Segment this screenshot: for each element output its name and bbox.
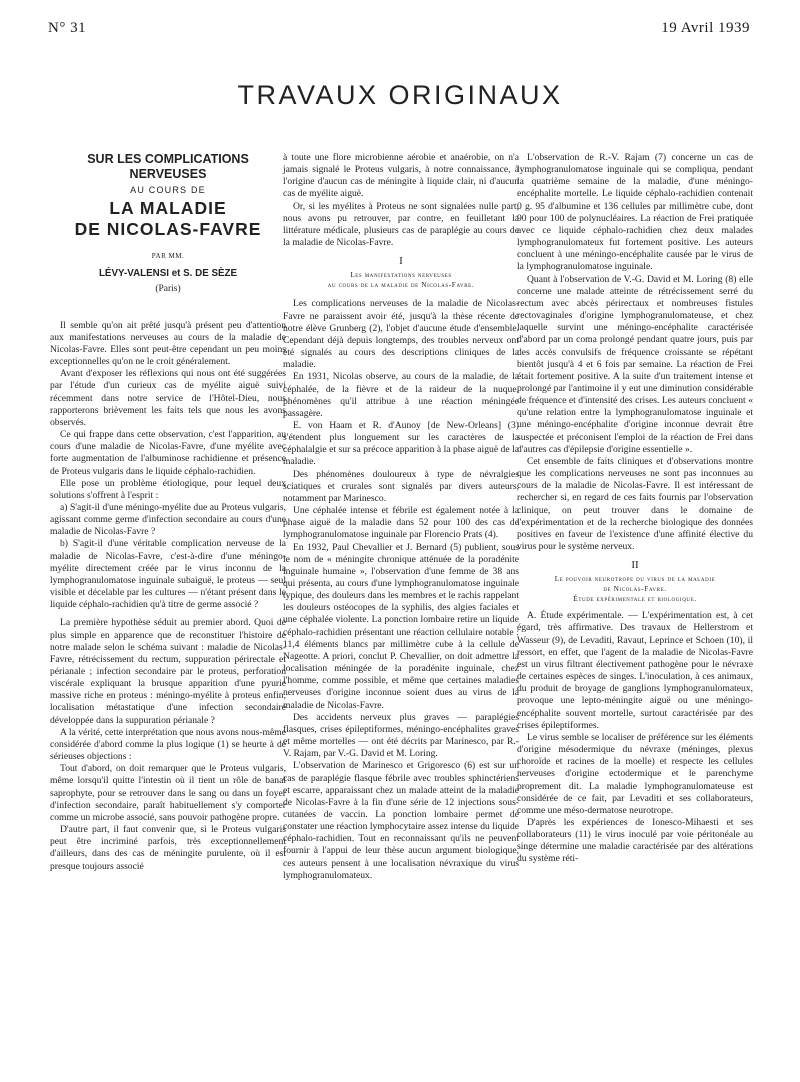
paragraph: a) S'agit-il d'une méningo-myélite due au Proteus vulgaris, agissant comme germe d'infection secondaire au cours d'une maladie de Nicolas-Favre ?	[50, 501, 286, 538]
article-authors: LÉVY-VALENSI et S. DE SÈZE	[98, 268, 238, 280]
paragraph: En 1931, Nicolas observe, au cours de la maladie, de la céphalée, de la fièvre et de la raideur de la nuque, phénomènes qu'il attribue à une réaction méningée passagère.	[283, 371, 519, 419]
column-2	[283, 152, 519, 882]
author-city: (Paris)	[155, 284, 181, 295]
paragraph: à toute une flore microbienne aérobie et anaérobie, on n'a jamais signalé le Proteus vulgaris, à notre connaissance, à l'origine d'aucun cas de méningite à liquide clair, ni d'aucun cas de myélite aiguë.	[283, 152, 519, 200]
paragraph: A. Étude expérimentale. — L'expérimentation est, à cet égard, très affirmative. Des travaux de Hellerstrom et Wasseur (9), de Levaditi, Ravaut, Leprince et Schoen (10), il ressort, en effet, que l'agent de la maladie de Nicolas-Favre est un virus filtrant électivement pathogène pour le névraxe de certaines espèces de singes. L'inoculation, à ces animaux, du produit de broyage de ganglions lymphogranulomateux, provoque une lepto-méningite aiguë ou une méningo-encéphalite souvent mortelle, surtout caractérisée par des crises épileptiformes.	[517, 610, 753, 731]
column-1	[50, 152, 286, 873]
paragraph: Des phénomènes douloureux à type de névralgies sciatiques et crurales sont signalés par divers auteurs, notamment par Marinesco.	[283, 468, 519, 504]
paragraph: Avant d'exposer les réflexions qui nous ont été suggérées par l'étude d'un curieux cas de myélite aiguë suivi récemment dans notre service de l'Hôtel-Dieu, nous rapporterons brièvement les faits tels que nous les avons observés.	[50, 368, 286, 428]
paragraph: Tout d'abord, on doit remarquer que le Proteus vulgaris, même lorsqu'il quitte l'intestin où il tient un rôle de banal saprophyte, pour se retrouver dans le sang ou dans un foyer d'infection secondaire, paraît habituellement s'y comporter comme un microbe associé, sans pouvoir pathogène propre.	[50, 763, 286, 823]
column-3	[517, 152, 753, 866]
issue-date: 19 Avril 1939	[661, 20, 750, 36]
section-heading-line: Les manifestations nerveuses	[350, 270, 452, 280]
issue-number: N° 31	[48, 20, 87, 36]
title-line: LA MALADIE	[109, 198, 227, 219]
article-title	[50, 152, 286, 240]
paragraph: En 1932, Paul Chevallier et J. Bernard (5) publient, sous le nom de « méningite chronique atténuée de la poradénite inguinale humaine », l'observation d'une femme de 38 ans qui présenta, au cours d'une lymphogranulomatose inguinale typique, des douleurs dans les membres et le rachis rappelant les douleurs ostéocopes de la syphilis, des algies faciales et une céphalée violente. La ponction lombaire retire un liquide céphalo-rachidien présentant une réaction cellulaire notable : 11,4 éléments blancs par millimètre cube à la cellule de Nageotte. A priori, conclut P. Chevallier, on doit admettre la localisation méningée de la poradénite inguinale, chez l'homme, comme possible, et même que certaines maladies nerveuses d'origine inconnue soient dues au virus de la maladie de Nicolas-Favre.	[283, 541, 519, 711]
section-number: I	[399, 255, 403, 268]
paragraph: E. von Haam et R. d'Aunoy [de New-Orleans] (3) s'étendent plus longuement sur les caractères de la céphalalgie et sur sa précoce apparition à la phase aiguë de la maladie.	[283, 419, 519, 468]
paragraph: Ce qui frappe dans cette observation, c'est l'apparition, au cours d'une maladie de Nicolas-Favre, d'une myélite avec forte augmentation de l'albuminose rachidienne et présence de Proteus vulgaris dans le liquide céphalo-rachidien.	[50, 429, 286, 477]
section-heading	[283, 270, 519, 290]
paragraph: Les complications nerveuses de la maladie de Nicolas-Favre ne paraissent avoir été, jusqu'à la thèse récente de notre élève Grunberg (2), l'objet d'aucune étude d'ensemble. Cependant déjà depuis longtemps, des troubles nerveux ont été signalés au cours des descriptions cliniques de la maladie.	[283, 298, 519, 371]
paragraph: D'après les expériences de Ionesco-Mihaesti et ses collaborateurs (11) le virus inoculé par voie péritonéale au singe détermine une maladie caractérisée par des altérations du système réti-	[517, 816, 753, 865]
title-line: NERVEUSES	[129, 167, 207, 181]
paragraph: Il semble qu'on ait prêté jusqu'à présent peu d'attention aux manifestations nerveuses au cours de la maladie de Nicolas-Favre. Elles sont peut-être cependant un peu moins exceptionnelles qu'on ne le croit généralement.	[50, 319, 286, 368]
paragraph: b) S'agit-il d'une véritable complication nerveuse de la maladie de Nicolas-Favre, c'est-à-dire d'une méningo-myélite directement créée par le virus inconnu de la lymphogranulomatose inguinale subaiguë, le proteus — seul visible et décelable par les cultures — n'étant présent dans le liquide céphalo-rachidien qu'à titre de germe associé ?	[50, 538, 286, 611]
section-heading-line: au cours de la maladie de Nicolas-Favre.	[327, 280, 475, 290]
paragraph: Des accidents nerveux plus graves — paraplégies flasques, crises épileptiformes, méningo-encéphalites graves et même mortelles — ont été décrits par Marinesco, par R.-V. Rajam, par V.-G. David et M. Loring.	[283, 711, 519, 760]
paragraph: Quant à l'observation de V.-G. David et M. Loring (8) elle concerne une malade atteinte de rétrécissement serré du rectum avec abcès périrectaux et nombreuses fistules rectovaginales d'origine lymphogranulomateuse, et chez laquelle survint une méningo-encéphalite caractérisée d'abord par un coma prolongé pendant quatre jours, puis par des accès convulsifs de fréquence croissante se répétant bientôt jusqu'à 4 et 6 fois par semaine. La réaction de Frei était fortement positive. A la suite d'un traitement intense et prolongé par l'antimoine il y eut une diminution considérable de fréquence et d'intensité des crises. Les auteurs concluent « qu'une relation entre la lymphogranulomatose inguinale et une méningo-encéphalite d'origine inconnue devrait être suspectée et préconisent l'emploi de la réaction de Frei dans d'autres cas d'épilepsie d'origine essentielle ».	[517, 273, 753, 455]
title-line: SUR LES COMPLICATIONS	[87, 152, 249, 166]
paragraph: L'observation de R.-V. Rajam (7) concerne un cas de lymphogranulomatose inguinale qui se compliqua, pendant la quatrième semaine de la maladie, d'une méningo-encéphalite mortelle. Le liquide céphalo-rachidien contenait 0 g. 95 d'albumine et 136 cellules par millimètre cube, dont 90 pour 100 de polynucléaires. La réaction de Frei pratiquée avec ce liquide céphalo-rachidien chez deux malades lymphogranulomateux fut fortement positive. Les auteurs concluent à une méningo-encéphalite causée par le virus de la lymphogranulomatose inguinale.	[517, 152, 753, 273]
paragraph: A la vérité, cette interprétation que nous avons nous-même considérée d'abord comme la plus logique (1) se heurte à de sérieuses objections :	[50, 726, 286, 763]
byline-par: PAR MM.	[151, 252, 185, 261]
section-heading-line: Le pouvoir neurotrope du virus de la maladie	[554, 574, 716, 584]
paragraph: L'observation de Marinesco et Grigoresco (6) est sur un cas de paraplégie flasque fébrile avec troubles sphinctériens et escarre, apparaissant chez un malade atteint de la maladie de Nicolas-Favre à la fin d'une série de 12 injections sous-cutanées de vaccin. La ponction lombaire permet de constater une réaction lymphocytaire assez intense du liquide céphalo-rachidien. Tout en reconnaissant qu'ils ne peuvent fournir à l'appui de leur thèse aucun argument biologique, ces auteurs pensent à une localisation névraxique du virus lymphogranulomateux.	[283, 760, 519, 881]
section-heading-line: de Nicolas-Favre.	[603, 584, 667, 594]
paragraph: Cet ensemble de faits cliniques et d'observations montre que les complications nerveuses ne sont pas inconnues au cours de la maladie de Nicolas-Favre. Il est intéressant de rechercher si, en regard de ces faits fournis par l'observation clinique, on peut trouver dans le domaine de l'expérimentation et de la recherche biologique des données positives en faveur de l'existence d'une affinité élective du virus pour le système nerveux.	[517, 455, 753, 552]
paragraph: La première hypothèse séduit au premier abord. Quoi de plus simple en apparence que de reconstituer l'histoire de notre malade selon le schéma suivant : maladie de Nicolas-Favre, rétrécissement du rectum, suppuration périrectale et périanale ; infection secondaire par le proteus, perforation viscérale expliquant la brusque apparition d'une pyurie massive riche en proteus : méningo-myélite à proteus enfin, localisation métastatique d'une infection secondaire développée dans la suppuration périanale ?	[50, 617, 286, 726]
title-line: DE NICOLAS-FAVRE	[74, 219, 262, 240]
paragraph: Une céphalée intense et fébrile est également notée à la phase aiguë de la maladie dans 52 pour 100 des cas de lymphogranulomatose inguinale par Florencio Prats (4).	[283, 505, 519, 541]
section-number: II	[631, 559, 639, 572]
title-line: AU COURS DE	[130, 185, 206, 195]
section-heading	[517, 574, 753, 604]
section-title: TRAVAUX ORIGINAUX	[237, 80, 563, 110]
paragraph: Or, si les myélites à Proteus ne sont signalées nulle part, nous avons pu retrouver, par contre, en feuilletant la littérature médicale, plusieurs cas de paraplégie au cours de la maladie de Nicolas-Favre.	[283, 200, 519, 249]
paragraph: D'autre part, il faut convenir que, si le Proteus vulgaris peut être incriminé parfois, très exceptionnellement d'ailleurs, dans des cas de méningite purulente, où il est presque toujours associé	[50, 824, 286, 872]
section-heading-line: Étude expérimentale et biologique.	[573, 594, 697, 604]
paragraph: Elle pose un problème étiologique, pour lequel deux solutions s'offrent à l'esprit :	[50, 477, 286, 501]
paragraph: Le virus semble se localiser de préférence sur les éléments d'origine mésodermique du névraxe (méninges, plexus choroïde et racines de la moelle) et respecte les cellules nerveuses d'origine ectodermique et le parenchyme proprement dit. La maladie lymphogranulomateuse est considérée de ce fait, par Levaditi et ses collaborateurs, comme une méso-dermatose neurotrope.	[517, 731, 753, 816]
